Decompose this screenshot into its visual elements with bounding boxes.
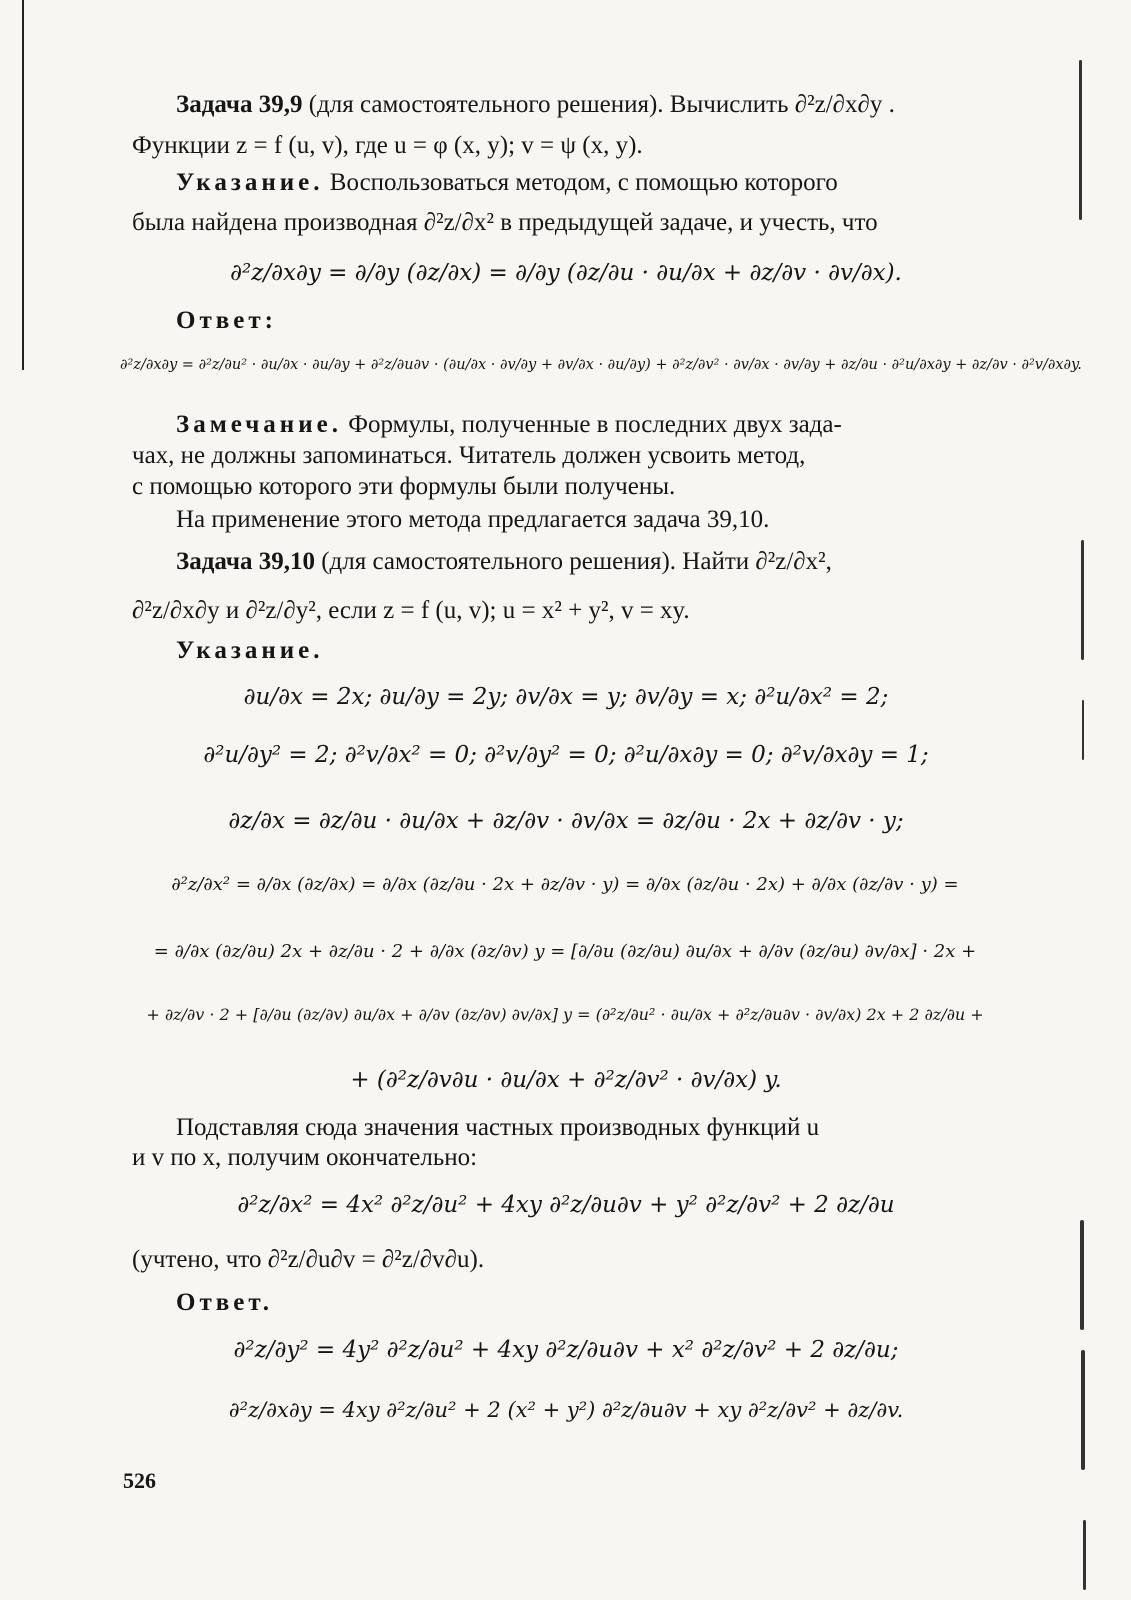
formula-mixed-derivative: ∂²z/∂x∂y = ∂/∂y (∂z/∂x) = ∂/∂y (∂z/∂u · ∂u/∂x + ∂z/∂v · ∂v/∂x). (230, 260, 902, 286)
scan-artifact (1079, 60, 1082, 220)
hint-line-2: была найдена производная ∂²z/∂x² в предыдущей задаче, и учесть, что (132, 209, 878, 236)
answer-formula: ∂²z/∂x∂y = ∂²z/∂u² · ∂u/∂x · ∂u/∂y + ∂²z/∂u∂v · (∂u/∂x · ∂v/∂y + ∂v/∂x · ∂u/∂y) + ∂²z/∂v² · ∂v/∂x · ∂v/∂y + ∂z/∂u · ∂²u/∂x∂y + ∂z/∂v · ∂²v/∂x∂y. (120, 357, 1082, 373)
problem-conditions: ∂²z/∂x∂y и ∂²z/∂y², если z = f (u, v); u = x² + y², v = xy. (132, 597, 690, 624)
answer-label-line (176, 1288, 273, 1318)
remark-line (176, 410, 842, 440)
scan-artifact (1082, 700, 1084, 760)
scan-artifact (1083, 1520, 1086, 1590)
hint-line (176, 168, 838, 198)
scan-edge-line (22, 0, 24, 370)
hint-label: Указание. (176, 169, 324, 196)
hint-label: Указание. (176, 637, 324, 664)
substitution-line-2: и v по x, получим окончательно: (132, 1144, 478, 1171)
formula-d2z-dx2-step1: ∂²z/∂x² = ∂/∂x (∂z/∂x) = ∂/∂x (∂z/∂u · 2x + ∂z/∂v · y) = ∂/∂x (∂z/∂u · 2x) + ∂/∂x (∂z/∂v · y) = (171, 874, 959, 895)
problem-statement: (для самостоятельного решения). Найти ∂²z/∂x², (314, 548, 832, 575)
answer-label: Ответ. (176, 1289, 273, 1316)
hint-text: Воспользоваться методом, с помощью которого (323, 169, 838, 196)
substitution-line: Подставляя сюда значения частных производных функций u (176, 1114, 820, 1141)
remark-text: Формулы, полученные в последних двух зада- (341, 411, 842, 438)
equal-mixed-note: (учтено, что ∂²z/∂u∂v = ∂²z/∂v∂u). (132, 1246, 485, 1273)
formula-dz-dx: ∂z/∂x = ∂z/∂u · ∂u/∂x + ∂z/∂v · ∂v/∂x = ∂z/∂u · 2x + ∂z/∂v · y; (228, 808, 904, 834)
formula-d2z-dx2-step3: + ∂z/∂v · 2 + [∂/∂u (∂z/∂v) ∂u/∂x + ∂/∂v (∂z/∂v) ∂v/∂x] y = (∂²z/∂u² · ∂u/∂x + ∂²z/∂u∂v · ∂v/∂x) 2x + 2 ∂z/∂u + (146, 1005, 984, 1024)
remark-label: Замечание. (176, 411, 342, 438)
answer-d2z-dy2: ∂²z/∂y² = 4y² ∂²z/∂u² + 4xy ∂²z/∂u∂v + x² ∂²z/∂v² + 2 ∂z/∂u; (233, 1337, 899, 1363)
scan-artifact (1081, 540, 1084, 660)
answer-label (176, 306, 277, 336)
problem-39-10-header (176, 547, 832, 577)
page-number: 526 (123, 1468, 156, 1493)
problem-functions: Функции z = f (u, v), где u = φ (x, y); v = ψ (x, y). (132, 132, 643, 159)
formula-second-partials: ∂²u/∂y² = 2; ∂²v/∂x² = 0; ∂²v/∂y² = 0; ∂²u/∂x∂y = 0; ∂²v/∂x∂y = 1; (203, 742, 929, 768)
scan-artifact (1081, 1350, 1085, 1470)
answer-d2z-dxdy: ∂²z/∂x∂y = 4xy ∂²z/∂u² + 2 (x² + y²) ∂²z/∂u∂v + xy ∂²z/∂v² + ∂z/∂v. (228, 1398, 904, 1422)
formula-final-d2z-dx2: ∂²z/∂x² = 4x² ∂²z/∂u² + 4xy ∂²z/∂u∂v + y² ∂²z/∂v² + 2 ∂z/∂u (237, 1192, 895, 1218)
answer-label-text: Ответ: (176, 307, 277, 334)
remark-line-3: с помощью которого эти формулы были получены. (132, 473, 676, 500)
formula-first-partials: ∂u/∂x = 2x; ∂u/∂y = 2y; ∂v/∂x = y; ∂v/∂y = x; ∂²u/∂x² = 2; (243, 684, 889, 710)
problem-39-9-header (176, 90, 895, 120)
hint-label-line (176, 636, 324, 666)
apply-method-line: На применение этого метода предлагается задача 39,10. (176, 506, 770, 533)
remark-line-2: чах, не должны запоминаться. Читатель должен усвоить метод, (132, 442, 806, 469)
formula-d2z-dx2-step4: + (∂²z/∂v∂u · ∂u/∂x + ∂²z/∂v² · ∂v/∂x) y. (350, 1067, 782, 1093)
scan-artifact (1080, 1220, 1084, 1330)
problem-title: Задача 39,9 (176, 91, 303, 118)
problem-title: Задача 39,10 (176, 548, 315, 575)
formula-d2z-dx2-step2: = ∂/∂x (∂z/∂u) 2x + ∂z/∂u · 2 + ∂/∂x (∂z/∂v) y = [∂/∂u (∂z/∂u) ∂u/∂x + ∂/∂v (∂z/∂u) ∂v/∂x] · 2x + (153, 941, 977, 962)
problem-statement: (для самостоятельного решения). Вычислить ∂²z/∂x∂y . (302, 91, 895, 118)
